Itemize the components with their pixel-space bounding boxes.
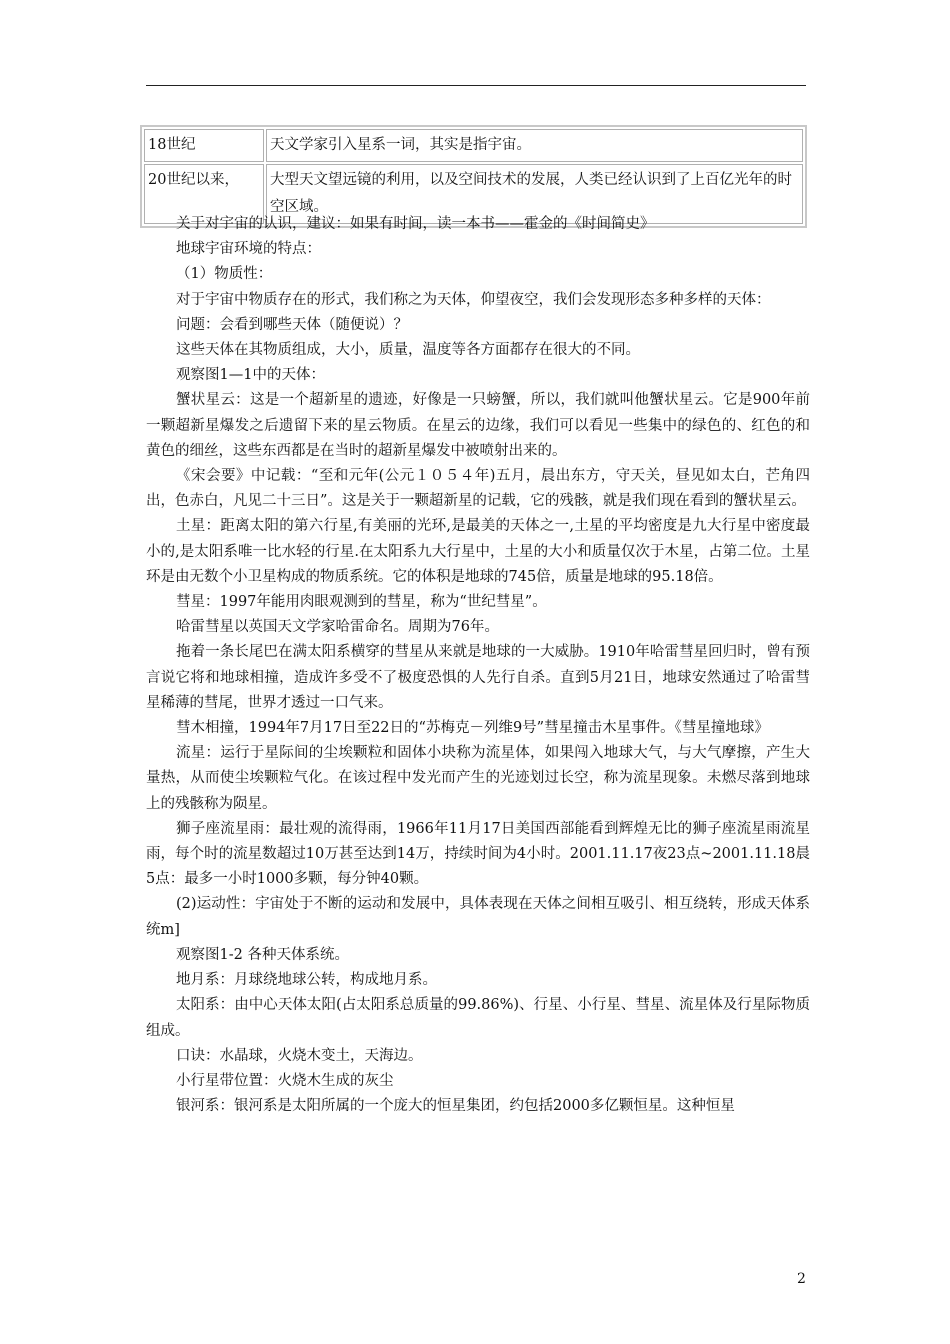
paragraph: 问题：会看到哪些天体（随便说）？ (176, 316, 408, 333)
paragraph: 《宋会要》中记载：“至和元年(公元１０５４年)五月，晨出东方，守天关，昼见如太白，芒角四出，色赤白，凡见二十三日”。这是关于一颗超新星的记载，它的残骸，就是我们现在看到的蟹状星云。 (146, 468, 810, 510)
header-rule (146, 85, 806, 86)
paragraph: （1）物质性： (176, 266, 273, 283)
paragraph: 彗木相撞，1994年7月17日至22日的“苏梅克－列维9号”彗星撞击木星事件。《彗星撞地球》 (176, 720, 769, 737)
paragraph: 彗星：1997年能用肉眼观测到的彗星，称为“世纪彗星”。 (176, 594, 547, 611)
table-row (144, 129, 803, 162)
paragraph: 土星：距离太阳的第六行星,有美丽的光环,是最美的天体之一,土星的平均密度是九大行星中密度最小的,是太阳系唯一比水轻的行星.在太阳系九大行星中，土星的大小和质量仅次于木星，占第二位。土星环是由无数个小卫星构成的物质系统。它的体积是地球的745倍，质量是地球的95.18倍。 (146, 518, 810, 585)
paragraph: 地月系：月球绕地球公转，构成地月系。 (176, 972, 437, 989)
paragraph: 哈雷彗星以英国天文学家哈雷命名。周期为76年。 (176, 619, 499, 636)
paragraph: 观察图1-2 各种天体系统。 (176, 946, 349, 963)
paragraph: 银河系：银河系是太阳所属的一个庞大的恒星集团，约包括2000多亿颗恒星。这种恒星 (176, 1098, 735, 1115)
paragraph: 口诀：水晶球，火烧木变土，天海边。 (176, 1047, 423, 1064)
paragraph: 对于宇宙中物质存在的形式，我们称之为天体，仰望夜空，我们会发现形态多种多样的天体： (176, 291, 771, 308)
paragraph: (2)运动性：宇宙处于不断的运动和发展中，具体表现在天体之间相互吸引、相互绕转，形成天体系统m] (146, 896, 810, 938)
paragraph: 蟹状星云：这是一个超新星的遗迹，好像是一只螃蟹，所以，我们就叫他蟹状星云。它是900年前一颗超新星爆发之后遗留下来的星云物质。在星云的边缘，我们可以看见一些集中的绿色的、红色的和黄色的细丝，这些东西都是在当时的超新星爆发中被喷射出来的。 (146, 392, 810, 459)
table-cell-era: 18世纪 (144, 129, 264, 162)
paragraph: 观察图1—1中的天体： (176, 367, 325, 384)
paragraph: 流星：运行于星际间的尘埃颗粒和固体小块称为流星体，如果闯入地球大气，与大气摩擦，产生大量热，从而使尘埃颗粒气化。在该过程中发光而产生的光迹划过长空，称为流星现象。未燃尽落到地球上的残骸称为陨星。 (146, 745, 810, 812)
paragraph: 这些天体在其物质组成，大小，质量，温度等各方面都存在很大的不同。 (176, 342, 640, 359)
page-number: 2 (797, 1271, 806, 1287)
paragraph: 太阳系：由中心天体太阳(占太阳系总质量的99.86%)、行星、小行星、彗星、流星体及行星际物质组成。 (146, 997, 810, 1039)
paragraph: 拖着一条长尾巴在满太阳系横穿的彗星从来就是地球的一大威胁。1910年哈雷彗星回归时，曾有预言说它将和地球相撞，造成许多受不了极度恐惧的人先行自杀。直到5月21日，地球安然通过了哈雷彗星稀薄的彗尾，世界才透过一口气来。 (146, 644, 810, 711)
paragraph: 狮子座流星雨：最壮观的流得雨，1966年11月17日美国西部能看到辉煌无比的狮子座流星雨流星雨，每个时的流星数超过10万甚至达到14万，持续时间为4小时。2001.11.17夜23点~2001.11.18晨5点：最多一小时1000多颗，每分钟40颗。 (146, 820, 810, 888)
paragraph: 小行星带位置：火烧木生成的灰尘 (176, 1072, 394, 1089)
table-cell-text: 天文学家引入星系一词，其实是指宇宙。 (266, 129, 803, 162)
paragraph: 地球宇宙环境的特点： (176, 241, 321, 258)
paragraph: 关于对宇宙的认识，建议：如果有时间，读一本书——霍金的《时间简史》 (176, 216, 655, 232)
table-cell-era: 20世纪以来， (144, 164, 264, 224)
body-text (146, 212, 810, 1119)
table-cell-text: 大型天文望远镜的利用，以及空间技术的发展，人类已经认识到了上百亿光年的时空区域。 (266, 164, 803, 224)
